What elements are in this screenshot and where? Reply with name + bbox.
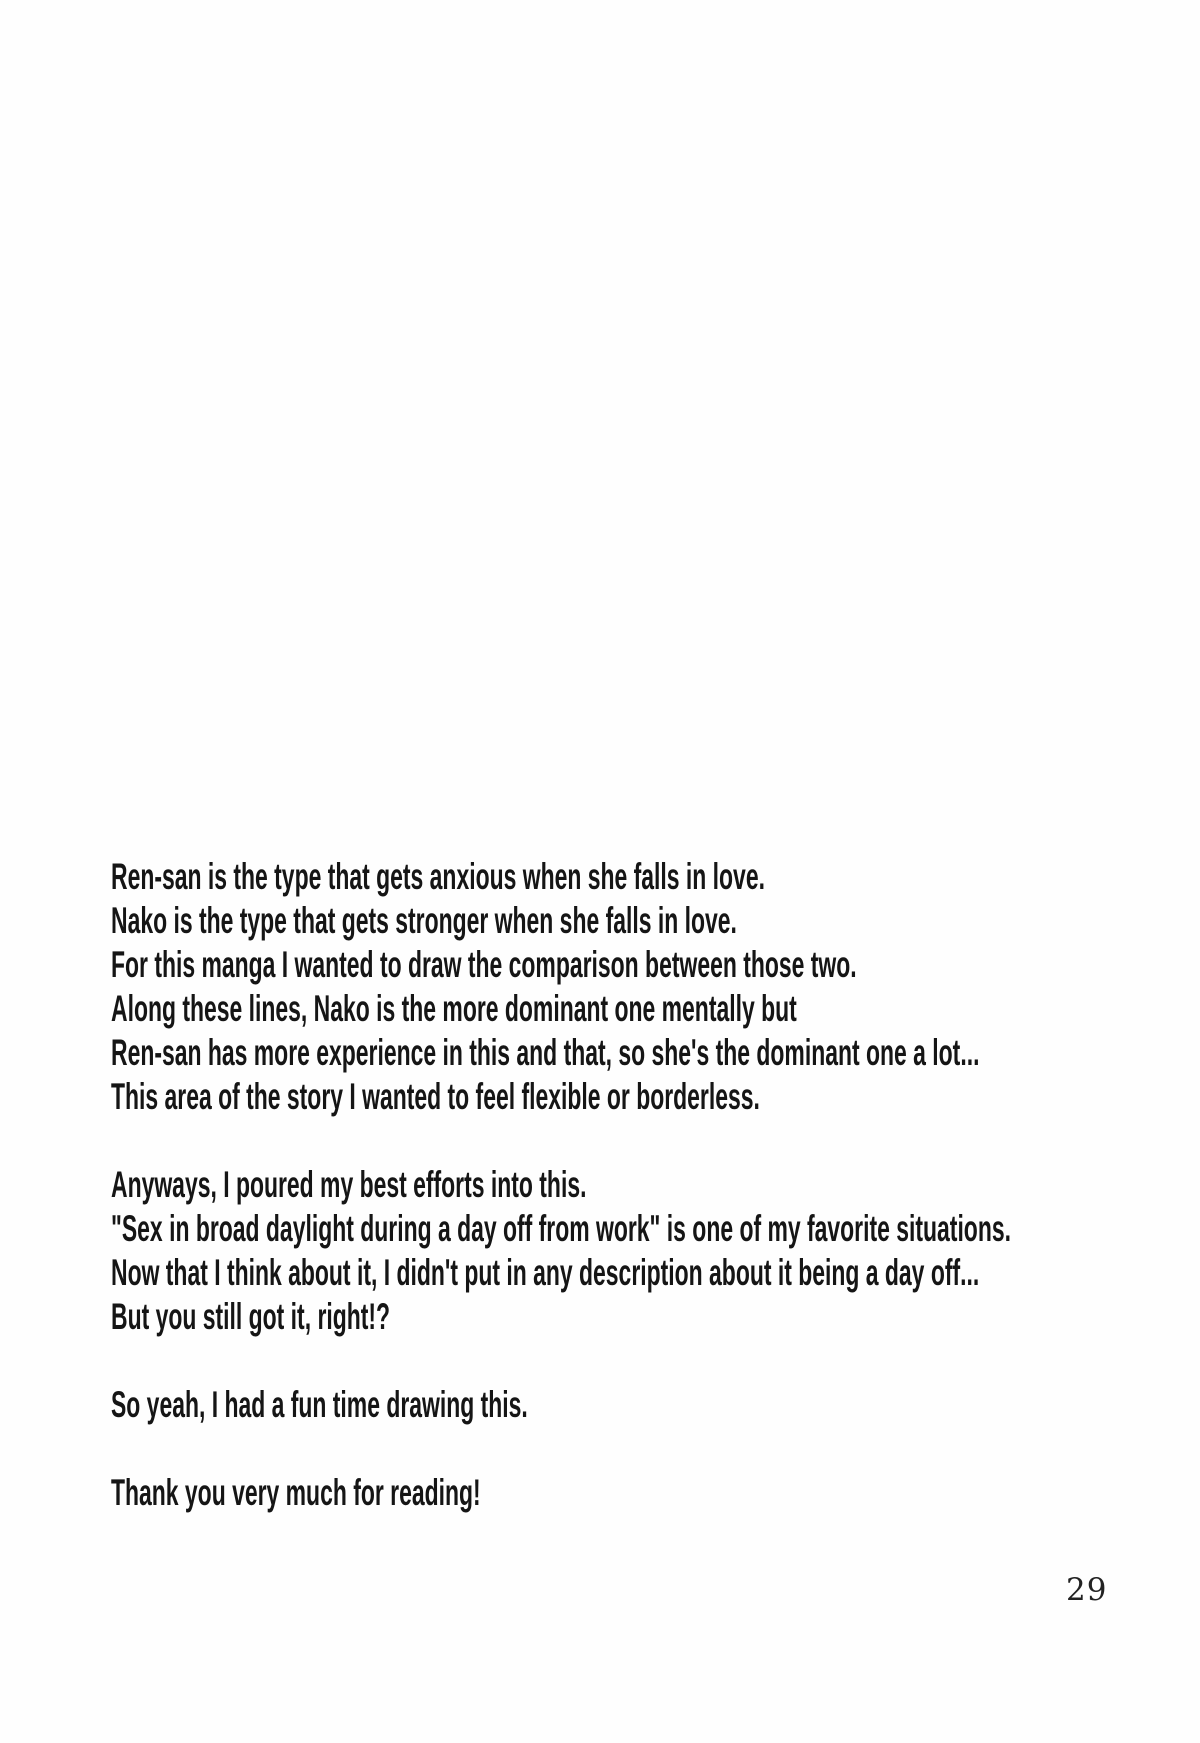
afterword-paragraph (111, 855, 1200, 1119)
afterword-paragraph (111, 1383, 1200, 1427)
afterword-line: Ren-san is the type that gets anxious when she falls in love. (111, 856, 765, 897)
afterword-paragraph (111, 1471, 1200, 1515)
afterword-line: This area of the story I wanted to feel flexible or borderless. (111, 1076, 760, 1117)
afterword-paragraph (111, 1163, 1200, 1339)
afterword-line: Anyways, I poured my best efforts into this. (111, 1164, 587, 1205)
afterword-line: Thank you very much for reading! (111, 1472, 481, 1513)
afterword-line: For this manga I wanted to draw the comparison between those two. (111, 944, 857, 985)
afterword-line: Now that I think about it, I didn't put in any description about it being a day off... (111, 1252, 980, 1293)
afterword-line: Ren-san has more experience in this and that, so she's the dominant one a lot... (111, 1032, 980, 1073)
afterword-text (111, 855, 1200, 1515)
page-number: 29 (1066, 1572, 1108, 1608)
afterword-line: But you still got it, right!? (111, 1296, 391, 1337)
afterword-line: Along these lines, Nako is the more dominant one mentally but (111, 988, 797, 1029)
afterword-line: So yeah, I had a fun time drawing this. (111, 1384, 528, 1425)
afterword-line: Nako is the type that gets stronger when she falls in love. (111, 900, 737, 941)
afterword-line: "Sex in broad daylight during a day off from work" is one of my favorite situations. (111, 1208, 1011, 1249)
